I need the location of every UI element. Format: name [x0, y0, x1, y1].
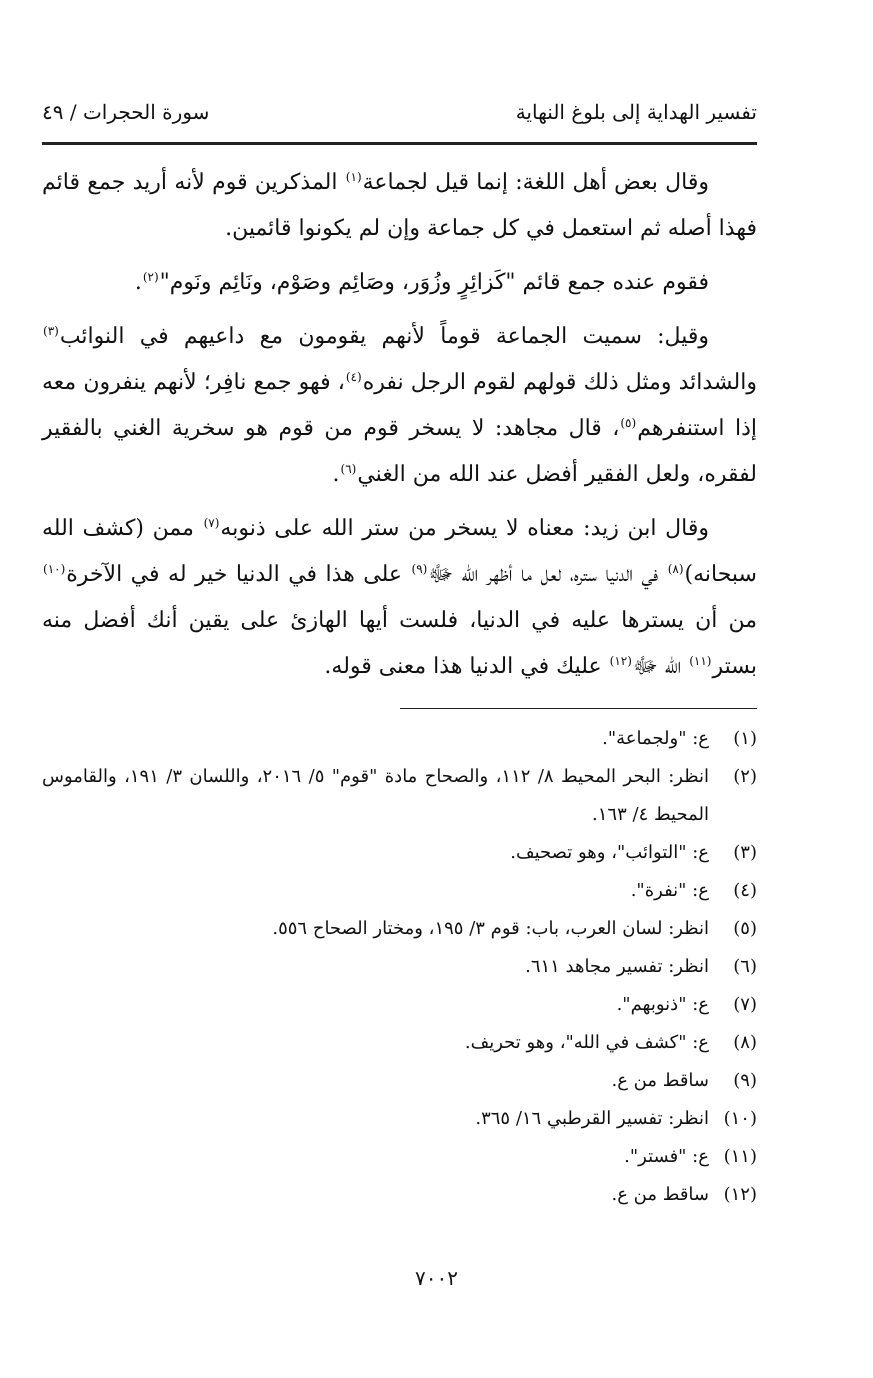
footnotes-list — [42, 720, 757, 1214]
text-run: وقيل: سميت الجماعة قوماً لأنهم يقومون مع داعيهم في النوائب — [59, 324, 710, 349]
footnote-ref: (٤) — [345, 369, 362, 384]
footnote-item — [42, 834, 757, 872]
body-paragraph — [42, 160, 757, 252]
text-run: على هذا في الدنيا خير له في الآخرة — [66, 562, 411, 587]
text-run: ممن (كشف الله سبحانه) — [42, 516, 757, 587]
header-rule — [42, 142, 757, 145]
book-title: تفسير الهداية إلى بلوغ النهاية — [515, 100, 757, 124]
footnote-text: ع: "ذنوبهم". — [616, 994, 709, 1015]
footnote-number: (١٠) — [723, 1108, 757, 1129]
footnote-number: (١١) — [723, 1146, 757, 1167]
footnote-number: (٨) — [733, 1032, 757, 1053]
footnote-text: ساقط من ع. — [611, 1184, 709, 1205]
footnote-text: انظر: لسان العرب، باب: قوم ٣/ ١٩٥، ومختار الصحاح ٥٥٦. — [272, 918, 709, 939]
footnote-text: ساقط من ع. — [611, 1070, 709, 1091]
text-run: . — [332, 462, 340, 487]
text-run: المذكرين قوم لأنه أريد جمع قائم فهذا أصله ثم استعمل في كل جماعة وإن لم يكونوا قائمين. — [42, 170, 757, 241]
footnote-number: (٤) — [733, 880, 757, 901]
footnote-item — [42, 948, 757, 986]
text-run: من أن يسترها عليه في الدنيا، فلست أيها الهازئ على يقين أنك أفضل منه بستر — [42, 608, 757, 679]
footnote-number: (٢) — [733, 766, 757, 787]
footnote-item — [42, 1062, 757, 1100]
footnote-ref: (١) — [345, 169, 362, 184]
footnote-number: (٩) — [733, 1070, 757, 1091]
footnote-ref: (١٢) — [609, 653, 632, 668]
footnote-separator — [400, 708, 757, 709]
body-paragraph — [42, 260, 757, 306]
footnote-item — [42, 720, 757, 758]
footnote-text: ع: "التوائب"، وهو تصحيف. — [510, 842, 709, 863]
footnote-item — [42, 872, 757, 910]
text-run: وقال بعض أهل اللغة: إنما قيل لجماعة — [362, 170, 709, 195]
footnote-item — [42, 758, 757, 834]
footnote-number: (٦) — [733, 956, 757, 977]
footnote-text: انظر: تفسير القرطبي ١٦/ ٣٦٥. — [475, 1108, 709, 1129]
footnote-number: (١٢) — [723, 1184, 757, 1205]
footnote-text: انظر: تفسير مجاهد ٦١١. — [525, 956, 709, 977]
footnote-number: (٣) — [733, 842, 757, 863]
footnote-ref: (٢) — [142, 269, 159, 284]
footnote-number: (١) — [733, 728, 757, 749]
footnote-ref: (١١) — [689, 653, 712, 668]
footnote-number: (٥) — [733, 918, 757, 939]
text-run: ، قال مجاهد: لا يسخر قوم من قوم هو سخرية الغني بالفقير لفقره، ولعل الفقير أفضل عند الله من الغني — [42, 416, 757, 487]
footnote-ref: (٥) — [620, 415, 637, 430]
text-run: الله ﷻ — [632, 654, 689, 679]
footnote-ref: (٨) — [667, 561, 684, 576]
text-run: في الدنيا ستره، لعل ما أظهر الله ﷻ — [428, 562, 667, 587]
body-paragraph — [42, 314, 757, 498]
footnote-ref: (١٠) — [43, 561, 66, 576]
body-paragraph — [42, 506, 757, 690]
running-header — [42, 100, 757, 124]
surah-page-label: سورة الحجرات / ٤٩ — [42, 100, 210, 124]
footnote-item — [42, 1138, 757, 1176]
text-run: والشدائد ومثل ذلك قولهم لقوم الرجل نفره — [362, 370, 757, 395]
footnote-text: ع: "فستر". — [624, 1146, 709, 1167]
text-run: فقوم عنده جمع قائم "كَزائِرٍ وزُوَر، وصَائِم وصَوْم، ونَائِم ونَوم" — [159, 270, 709, 295]
footnote-text: ع: "كشف في الله"، وهو تحريف. — [464, 1032, 709, 1053]
footnote-text: انظر: البحر المحيط ٨/ ١١٢، والصحاح مادة "قوم" ٥/ ٢٠١٦، واللسان ٣/ ١٩١، والقاموس المحيط ٤/ ١٦٣. — [42, 766, 710, 825]
footnote-item — [42, 986, 757, 1024]
footnote-ref: (٦) — [340, 461, 357, 476]
text-run: وقال ابن زيد: معناه لا يسخر من ستر الله على ذنوبه — [220, 516, 709, 541]
footnote-ref: (٩) — [411, 561, 428, 576]
body-text — [42, 160, 757, 698]
footnote-item — [42, 1100, 757, 1138]
text-run: . — [134, 270, 142, 295]
text-run: ، فهو جمع نافِر؛ لأنهم ينفرون معه إذا استنفرهم — [42, 370, 757, 441]
footnote-ref: (٣) — [43, 323, 59, 338]
footnote-number: (٧) — [733, 994, 757, 1015]
footnote-ref: (٧) — [203, 515, 220, 530]
footnote-item — [42, 1176, 757, 1214]
text-run: عليك في الدنيا هذا معنى قوله. — [324, 654, 609, 679]
footnote-item — [42, 910, 757, 948]
footnote-text: ع: "ولجماعة". — [602, 728, 709, 749]
footnote-item — [42, 1024, 757, 1062]
page-number: ٧٠٠٢ — [415, 1266, 458, 1290]
footnote-text: ع: "نفرة". — [630, 880, 709, 901]
